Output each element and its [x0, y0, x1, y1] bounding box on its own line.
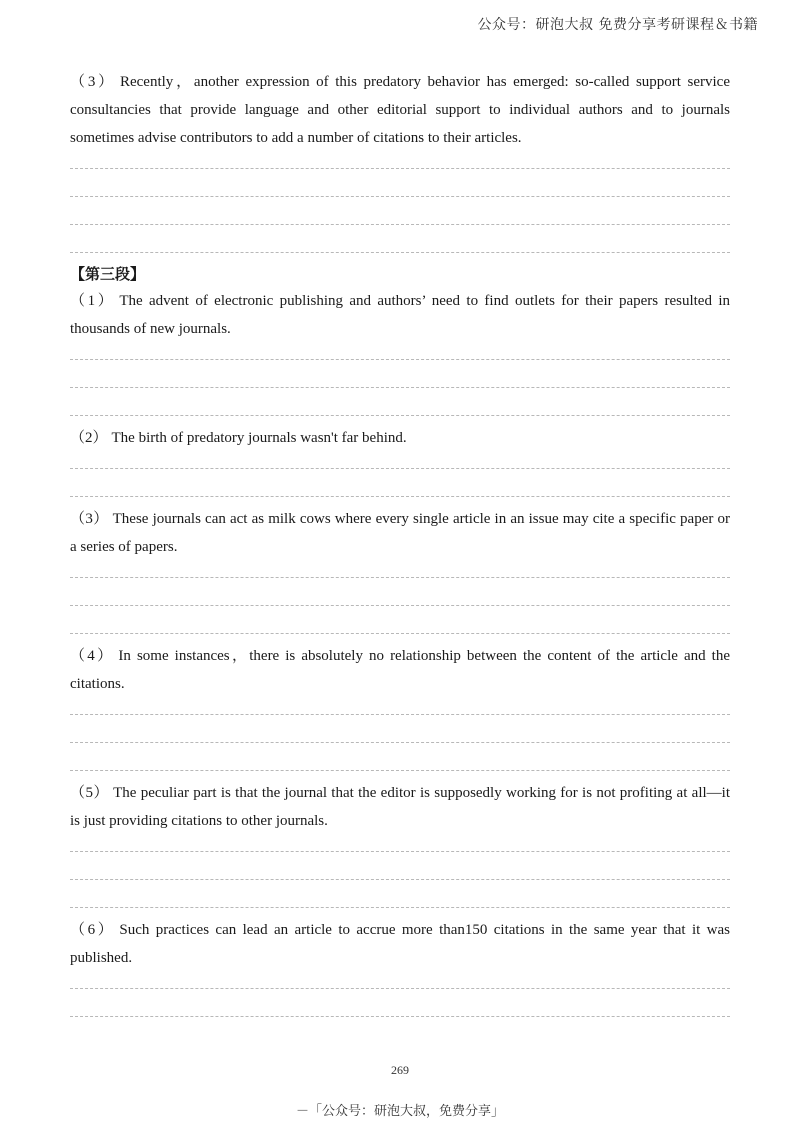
answer-lines: [70, 168, 730, 253]
answer-line: [70, 577, 730, 578]
paragraph-3-2: [70, 424, 730, 452]
answer-lines: [70, 468, 730, 497]
paragraph-3-6: [70, 916, 730, 972]
answer-line: [70, 851, 730, 852]
document-body: [70, 68, 730, 1025]
item-number: （3）: [70, 511, 109, 527]
sentence-text: The birth of predatory journals wasn't far behind.: [111, 430, 407, 446]
sentence-text: The advent of electronic publishing and authors’ need to find outlets for their papers resulted in thousands of new journals.: [70, 293, 730, 337]
section-title-3: 【第三段】: [70, 265, 146, 283]
sentence-text: These journals can act as milk cows where every single article in an issue may cite a specific paper or a series of papers.: [70, 511, 730, 555]
page-number: 269: [391, 1063, 409, 1077]
sentence-text: In some instances，there is absolutely no relationship between the content of the article and the citations.: [70, 648, 730, 692]
answer-line: [70, 988, 730, 989]
paragraph-3-5: [70, 779, 730, 835]
sentence-text: Such practices can lead an article to accrue more than150 citations in the same year that it was published.: [70, 922, 730, 966]
paragraph-2-3: [70, 68, 730, 152]
answer-line: [70, 224, 730, 225]
answer-line: [70, 252, 730, 253]
answer-line: [70, 879, 730, 880]
answer-line: [70, 468, 730, 469]
answer-line: [70, 387, 730, 388]
answer-lines: [70, 851, 730, 908]
sentence-text: The peculiar part is that the journal that the editor is supposedly working for is not profiting at all—it is just providing citations to other journals.: [70, 785, 730, 829]
item-number: （4）: [70, 648, 115, 664]
answer-line: [70, 415, 730, 416]
answer-lines: [70, 577, 730, 634]
item-number: （2）: [70, 430, 108, 446]
answer-line: [70, 907, 730, 908]
answer-line: [70, 196, 730, 197]
answer-line: [70, 633, 730, 634]
answer-lines: [70, 714, 730, 771]
answer-line: [70, 605, 730, 606]
page-header: 公众号：研泡大叔 免费分享考研课程＆书籍: [477, 17, 758, 33]
answer-line: [70, 742, 730, 743]
answer-line: [70, 770, 730, 771]
item-number: （6）: [70, 922, 116, 938]
answer-line: [70, 359, 730, 360]
answer-line: [70, 1016, 730, 1017]
item-number: （5）: [70, 785, 110, 801]
paragraph-3-4: [70, 642, 730, 698]
page-footer: －「公众号：研泡大叔，免费分享」: [295, 1104, 504, 1119]
paragraph-3-3: [70, 505, 730, 561]
paragraph-3-1: [70, 287, 730, 343]
answer-line: [70, 168, 730, 169]
item-number: （3）: [70, 74, 116, 90]
item-number: （1）: [70, 293, 116, 309]
answer-line: [70, 714, 730, 715]
sentence-text: Recently，another expression of this predatory behavior has emerged: so-called support service consultancies that provide language and other editorial support to individual authors and to journals sometimes advise contributors to add a number of citations to their articles.: [70, 74, 730, 146]
answer-line: [70, 496, 730, 497]
answer-lines: [70, 359, 730, 416]
answer-lines: [70, 988, 730, 1017]
